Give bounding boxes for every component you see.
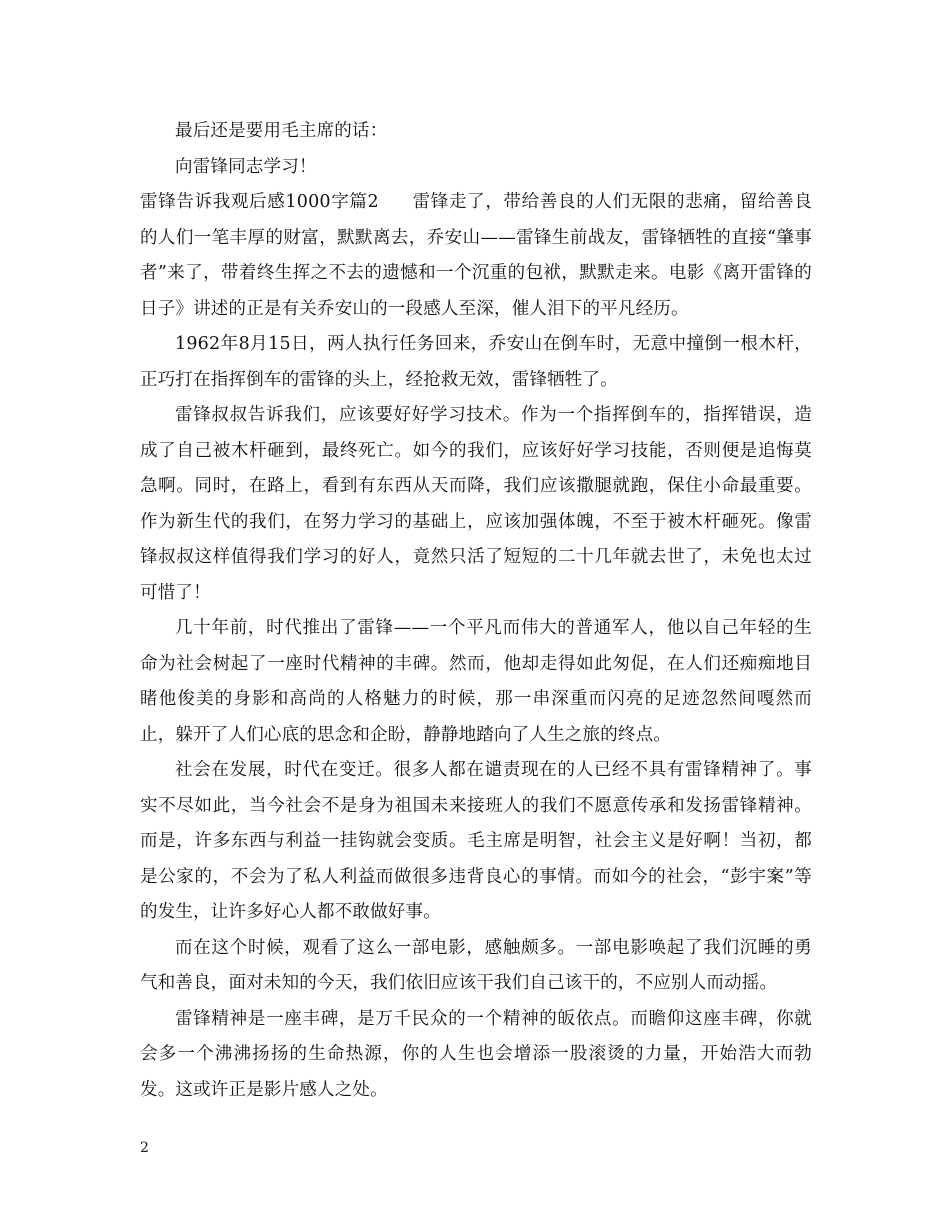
paragraph-closing-quote-intro: 最后还是要用毛主席的话：: [175, 121, 388, 141]
paragraph-reflection: 而在这个时候，观看了这么一部电影，感触颇多。一部电影唤起了我们沉睡的勇气和善良，面对未知的今天，我们依旧应该干我们自己该干的，不应别人而动摇。: [140, 937, 812, 993]
paragraph-slogan: 向雷锋同志学习！: [175, 156, 317, 177]
paragraph-section-start: [140, 185, 812, 327]
paragraph-conclusion: 雷锋精神是一座丰碑，是万千民众的一个精神的皈依点。而瞻仰这座丰碑，你就会多一个沸沸扬扬的生命热源，你的人生也会增添一股滚烫的力量，开始浩大而勃发。这或许正是影片感人之处。: [140, 1008, 812, 1100]
paragraph-society: 社会在发展，时代在变迁。很多人都在谴责现在的人已经不具有雷锋精神了。事实不尽如此，当今社会不是身为祖国未来接班人的我们不愿意传承和发扬雷锋精神。而是，许多东西与利益一挂钩就会变质。毛主席是明智，社会主义是好啊！当初，都是公家的，不会为了私人利益而做很多违背良心的事情。而如今的社会，“彭宇案”等的发生，让许多好心人都不敢做好事。: [140, 760, 812, 922]
paragraph-accident-account: 1962年8月15日，两人执行任务回来，乔安山在倒车时，无意中撞倒一根木杆，正巧打在指挥倒车的雷锋的头上，经抢救无效，雷锋牺牲了。: [140, 334, 812, 390]
section-intro-text: 雷锋走了，带给善良的人们无限的悲痛，留给善良的人们一笔丰厚的财富，默默离去，乔安山——雷锋生前战友，雷锋牺牲的直接“肇事者”来了，带着终生挥之不去的遗憾和一个沉重的包袱，默默走来。电影《离开雷锋的日子》讲述的正是有关乔安山的一段感人至深，催人泪下的平凡经历。: [140, 192, 813, 319]
document-body: [140, 114, 812, 1108]
paragraph-lesson: 雷锋叔叔告诉我们，应该要好好学习技术。作为一个指挥倒车的，指挥错误，造成了自己被木杆砸到，最终死亡。如今的我们，应该好好学习技能，否则便是追悔莫急啊。同时，在路上，看到有东西从天而降，我们应该撒腿就跑，保住小命最重要。作为新生代的我们，在努力学习的基础上，应该加强体魄，不至于被木杆砸死。像雷锋叔叔这样值得我们学习的好人，竟然只活了短短的二十几年就去世了，未免也太过可惜了！: [140, 405, 812, 603]
page-number: 2: [140, 1140, 149, 1156]
paragraph-remembrance: 几十年前，时代推出了雷锋——一个平凡而伟大的普通军人，他以自己年轻的生命为社会树起了一座时代精神的丰碑。然而，他却走得如此匆促，在人们还痴痴地目睹他俊美的身影和高尚的人格魅力的时候，那一串深重而闪亮的足迹忽然间嘎然而止，躲开了人们心底的思念和企盼，静静地踏向了人生之旅的终点。: [140, 618, 812, 745]
section-heading: 雷锋告诉我观后感1000字篇2: [140, 192, 379, 212]
